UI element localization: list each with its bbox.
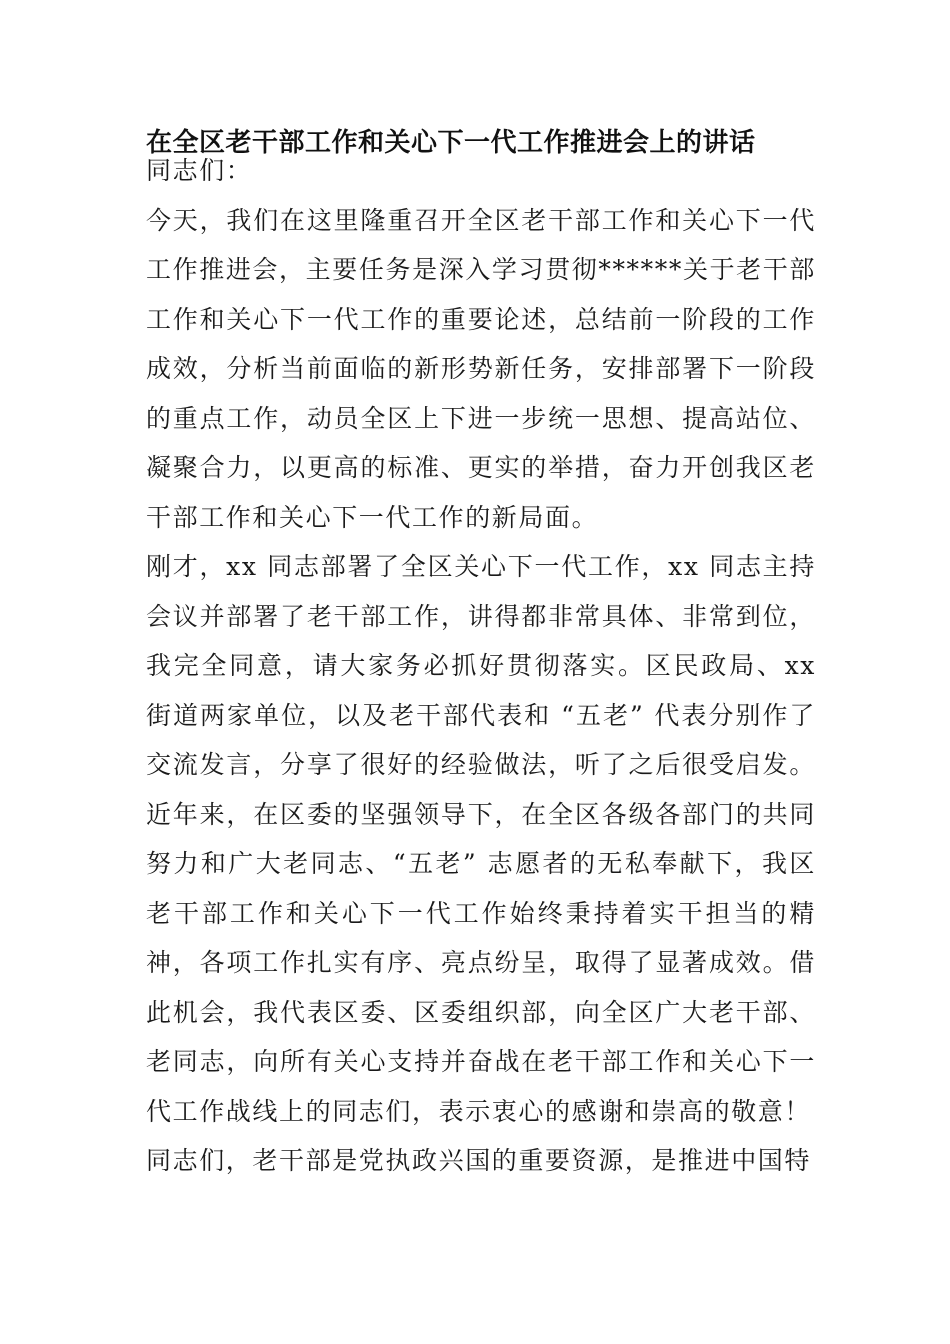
body-paragraph-2: 刚才，xx 同志部署了全区关心下一代工作，xx 同志主持会议并部署了老干部工作，讲得都非常具体、非常到位，我完全同意，请大家务必抓好贯彻落实。区民政局、xx 街道两家单位，以及老干部代表和 “五老” 代表分别作了交流发言，分享了很好的经验做法，听了之后很受启发。近年来，在区委的坚强领导下，在全区各级各部门的共同努力和广大老同志、“五老” 志愿者的无私奉献下，我区老干部工作和关心下一代工作始终秉持着实干担当的精神，各项工作扎实有序、亮点纷呈，取得了显著成效。借此机会，我代表区委、区委组织部，向全区广大老干部、老同志，向所有关心支持并奋战在老干部工作和关心下一代工作战线上的同志们，表示衷心的感谢和崇高的敬意！ (146, 552, 816, 1126)
salutation-paragraph: 同志们： (146, 156, 253, 185)
document-body (146, 146, 816, 1186)
body-paragraph-1: 今天，我们在这里隆重召开全区老干部工作和关心下一代工作推进会，主要任务是深入学习贯彻******关于老干部工作和关心下一代工作的重要论述，总结前一阶段的工作成效，分析当前面临的新形势新任务，安排部署下一阶段的重点工作，动员全区上下进一步统一思想、提高站位、凝聚合力，以更高的标准、更实的举措，奋力开创我区老干部工作和关心下一代工作的新局面。 (146, 205, 816, 532)
document-title: 在全区老干部工作和关心下一代工作推进会上的讲话 (146, 128, 756, 158)
body-paragraph-3: 同志们，老干部是党执政兴国的重要资源，是推进中国特 (146, 1146, 812, 1175)
